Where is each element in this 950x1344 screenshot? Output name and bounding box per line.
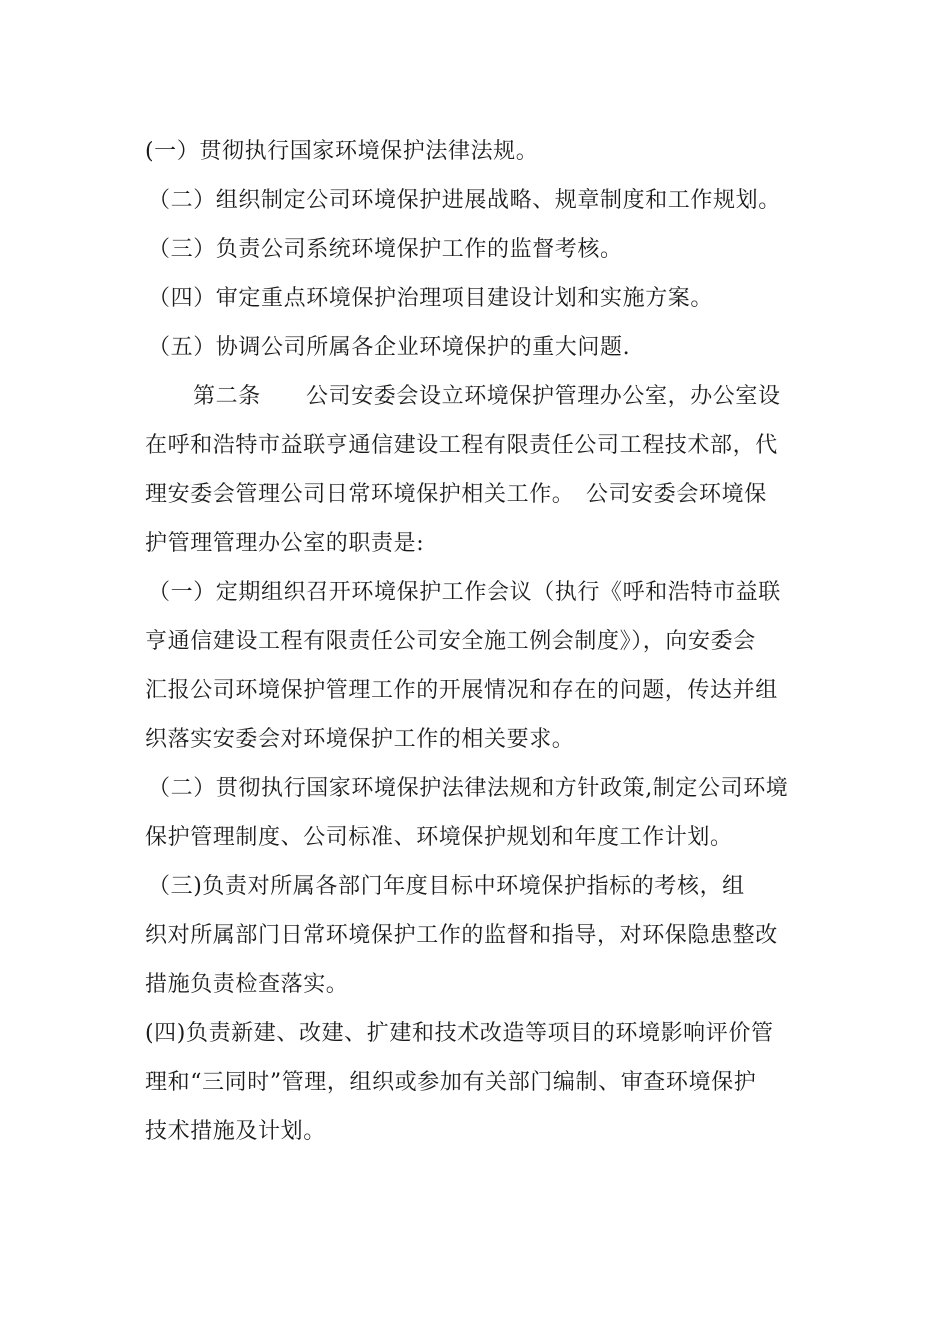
text-line: 织对所属部门日常环境保护工作的监督和指导，对环保隐患整改 — [145, 923, 778, 948]
text-line: （二）贯彻执行国家环境保护法律法规和方针政策,制定公司环境 — [148, 776, 789, 801]
text-line: 措施负责检查落实。 — [145, 972, 349, 997]
text-line: 保护管理制度、公司标准、环境保护规划和年度工作计划。 — [145, 825, 733, 850]
text-line: 织落实安委会对环境保护工作的相关要求。 — [145, 727, 575, 752]
text-line: （三）负责公司系统环境保护工作的监督考核。 — [148, 237, 623, 262]
text-line: 理和“三同时”管理，组织或参加有关部门编制、审查环境保护 — [145, 1070, 757, 1095]
text-line: 汇报公司环境保护管理工作的开展情况和存在的问题，传达并组 — [145, 678, 778, 703]
text-line: 第二条 公司安委会设立环境保护管理办公室，办公室设 — [193, 384, 781, 409]
text-line: (一）贯彻执行国家环境保护法律法规。 — [145, 139, 539, 164]
text-line: （一）定期组织召开环境保护工作会议（执行《呼和浩特市益联 — [148, 580, 781, 605]
text-line: （四）审定重点环境保护治理项目建设计划和实施方案。 — [148, 286, 714, 311]
text-line: （三)负责对所属各部门年度目标中环境保护指标的考核，组 — [148, 874, 745, 899]
text-line: (四)负责新建、改建、扩建和技术改造等项目的环境影响评价管 — [145, 1021, 774, 1046]
text-line: 护管理管理办公室的职责是: — [145, 531, 425, 556]
text-line: 亨通信建设工程有限责任公司安全施工例会制度》），向安委会 — [145, 629, 756, 654]
text-line: 理安委会管理公司日常环境保护相关工作。 公司安委会环境保 — [145, 482, 767, 507]
text-line: 在呼和浩特市益联亨通信建设工程有限责任公司工程技术部，代 — [145, 433, 778, 458]
text-line: （二）组织制定公司环境保护进展战略、规章制度和工作规划。 — [148, 188, 781, 213]
text-line: 技术措施及计划。 — [145, 1119, 326, 1144]
text-line: （五）协调公司所属各企业环境保护的重大问题. — [148, 335, 631, 360]
